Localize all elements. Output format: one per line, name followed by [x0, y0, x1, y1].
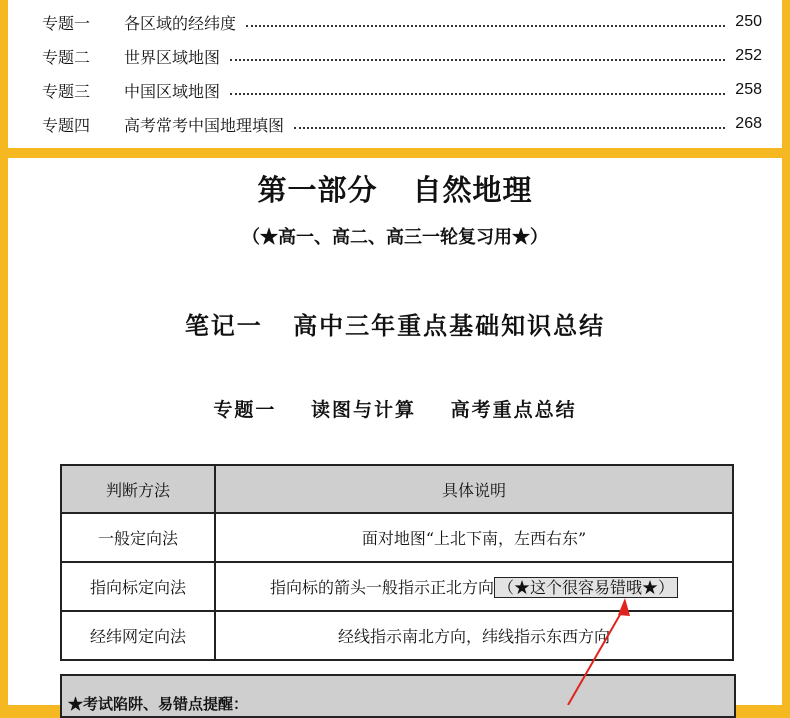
- description-text: 指向标的箭头一般指示正北方向: [269, 578, 494, 597]
- part-subtitle: （★高一、高二、高三一轮复习用★）: [242, 227, 548, 248]
- toc-leader-dots: [230, 59, 725, 61]
- toc-page-number: 268: [735, 115, 762, 132]
- toc-title: 各区域的经纬度: [124, 13, 237, 33]
- toc-number: 专题四: [42, 115, 91, 135]
- toc-number: 专题二: [42, 47, 91, 67]
- toc-leader-dots: [230, 93, 725, 95]
- toc-row[interactable]: [42, 44, 762, 68]
- method-cell: 指向标定向法: [61, 562, 215, 611]
- note-title: 笔记一 高中三年重点基础知识总结: [184, 312, 606, 340]
- method-cell: 经纬网定向法: [61, 611, 215, 660]
- warning-note: （★这个很容易错哦★）: [494, 577, 678, 598]
- toc-number: 专题三: [42, 81, 91, 101]
- toc-row[interactable]: [42, 112, 762, 136]
- toc-title: 中国区域地图: [124, 81, 221, 101]
- toc-panel: [8, 0, 782, 148]
- toc-page-number: 258: [735, 81, 762, 98]
- toc-leader-dots: [246, 25, 725, 27]
- toc-number: 专题一: [42, 13, 91, 33]
- toc-row[interactable]: [42, 78, 762, 102]
- toc-row[interactable]: [42, 10, 762, 34]
- description-cell: 经线指示南北方向，纬线指示东西方向: [215, 611, 733, 660]
- toc-title: 世界区域地图: [124, 47, 221, 67]
- description-cell: 面对地图“上北下南，左西右东”: [215, 513, 733, 562]
- table-header-description: 具体说明: [215, 465, 733, 513]
- table-header-method: 判断方法: [61, 465, 215, 513]
- method-cell: 一般定向法: [61, 513, 215, 562]
- arrow-shaft: [568, 606, 625, 705]
- content-panel: [8, 158, 782, 713]
- arrow-head: [618, 598, 630, 616]
- toc-title: 高考常考中国地理填图: [124, 115, 285, 135]
- toc-page-number: 252: [735, 47, 762, 64]
- exam-trap-heading: ★考试陷阱、易错点提醒：: [68, 695, 249, 713]
- red-arrow-annotation: [8, 158, 782, 705]
- toc-page-number: 250: [735, 13, 762, 30]
- part-title: 第一部分 自然地理: [257, 173, 533, 207]
- toc-leader-dots: [294, 127, 725, 129]
- topic-title: 专题一 读图与计算 高考重点总结: [213, 399, 577, 421]
